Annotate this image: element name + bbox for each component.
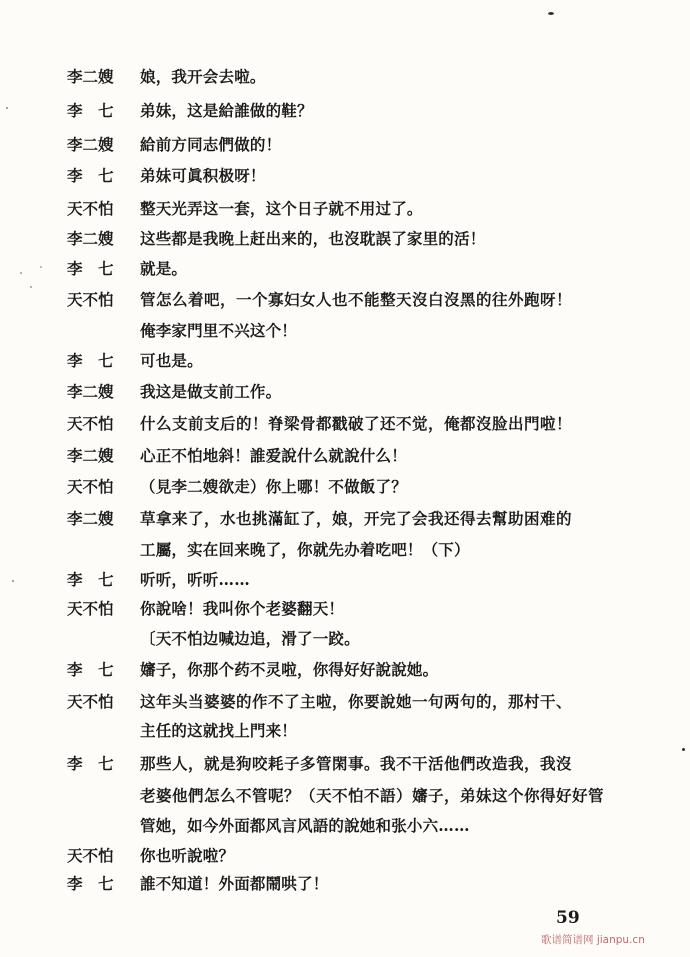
dialogue-line: 这些都是我晚上赶出来的，也沒耽誤了家里的活！ bbox=[140, 229, 486, 248]
speaker-label: 天不怕 bbox=[67, 477, 114, 496]
dialogue-line: 弟妹，这是給誰做的鞋？ bbox=[140, 101, 313, 120]
speaker-label: 天不怕 bbox=[67, 199, 114, 218]
speaker-label: 天不怕 bbox=[67, 692, 114, 711]
dialogue-continuation: 管她，如今外面都风言风語的說她和张小六…… bbox=[140, 816, 470, 835]
dialogue-line: 你也听說啦？ bbox=[140, 846, 235, 865]
speaker-label: 李 七 bbox=[67, 874, 114, 893]
speaker-label: 李二嫂 bbox=[67, 67, 114, 86]
dialogue-line: 娘，我开会去啦。 bbox=[140, 67, 266, 86]
dialogue-line: （見李二嫂欲走）你上哪！不做飯了？ bbox=[140, 477, 407, 496]
dialogue-line: 整天光弄这一套，这个日子就不用过了。 bbox=[140, 199, 423, 218]
dialogue-line: 我这是做支前工作。 bbox=[140, 382, 282, 401]
dialogue-line: 什么支前支后的！脊梁骨都戳破了还不觉，俺都沒脸出門啦！ bbox=[140, 414, 573, 433]
dialogue-continuation: 老婆他們怎么不管呢？（天不怕不語）嬸子，弟妹这个你得好好管 bbox=[140, 786, 605, 805]
speaker-label: 天不怕 bbox=[67, 290, 114, 309]
watermark: 歌谱简谱网 jianpu.cn bbox=[541, 934, 645, 946]
dialogue-line: 你說啥！我叫你个老婆翻天！ bbox=[140, 599, 345, 618]
dialogue-continuation: 主任的这就找上門来！ bbox=[140, 721, 298, 740]
speaker-label: 天不怕 bbox=[67, 599, 114, 618]
scan-speck bbox=[30, 286, 32, 288]
speaker-label: 李二嫂 bbox=[67, 229, 114, 248]
speaker-label: 李 七 bbox=[67, 754, 114, 773]
speaker-label: 李 七 bbox=[67, 101, 114, 120]
speaker-label: 李 七 bbox=[67, 351, 114, 370]
scan-speck bbox=[6, 107, 8, 109]
dialogue-line: 給前方同志們做的！ bbox=[140, 135, 282, 154]
speaker-label: 李 七 bbox=[67, 570, 114, 589]
dialogue-continuation: 俺李家門里不兴这个！ bbox=[140, 321, 298, 340]
dialogue-line: 草拿来了，水也挑滿缸了，娘，开完了会我还得去幫助困难的 bbox=[140, 509, 573, 528]
speaker-label: 李 七 bbox=[67, 660, 114, 679]
page-number: 59 bbox=[556, 908, 580, 928]
speaker-label: 李二嫂 bbox=[67, 382, 114, 401]
speaker-label: 李二嫂 bbox=[67, 509, 114, 528]
speaker-label: 李 七 bbox=[67, 259, 114, 278]
speaker-label: 李 七 bbox=[67, 166, 114, 185]
dialogue-line: 听听，听听…… bbox=[140, 570, 250, 589]
dialogue-line: 就是。 bbox=[140, 259, 188, 278]
dialogue-line: 可也是。 bbox=[140, 351, 203, 370]
dialogue-line: 那些人，就是狗咬耗子多管閑事。我不干活他們改造我，我沒 bbox=[140, 754, 573, 773]
scan-speck bbox=[12, 580, 14, 582]
dialogue-line: 心正不怕地斜！誰爱說什么就說什么！ bbox=[140, 446, 407, 465]
speaker-label: 天不怕 bbox=[67, 846, 114, 865]
scan-speck bbox=[682, 748, 685, 751]
speaker-label: 天不怕 bbox=[67, 414, 114, 433]
dialogue-line: 这年头当婆婆的作不了主啦，你要說她一句两句的，那村干、 bbox=[140, 692, 573, 711]
dialogue-line: 管怎么着吧，一个寡妇女人也不能整天沒白沒黑的往外跑呀！ bbox=[140, 290, 573, 309]
dialogue-line: 誰不知道！外面都鬧哄了！ bbox=[140, 874, 329, 893]
speaker-label: 李二嫂 bbox=[67, 135, 114, 154]
dialogue-line: 弟妹可眞积极呀！ bbox=[140, 166, 266, 185]
stage-direction: 〔天不怕边喊边追，滑了一跤。 bbox=[140, 629, 360, 648]
scan-speck bbox=[40, 266, 42, 268]
scan-speck bbox=[548, 12, 554, 15]
dialogue-continuation: 工屬，实在回来晚了，你就先办着吃吧！（下） bbox=[140, 540, 470, 559]
dialogue-line: 嬸子，你那个药不灵啦，你得好好說說她。 bbox=[140, 660, 439, 679]
scan-speck bbox=[20, 272, 22, 274]
speaker-label: 李二嫂 bbox=[67, 446, 114, 465]
